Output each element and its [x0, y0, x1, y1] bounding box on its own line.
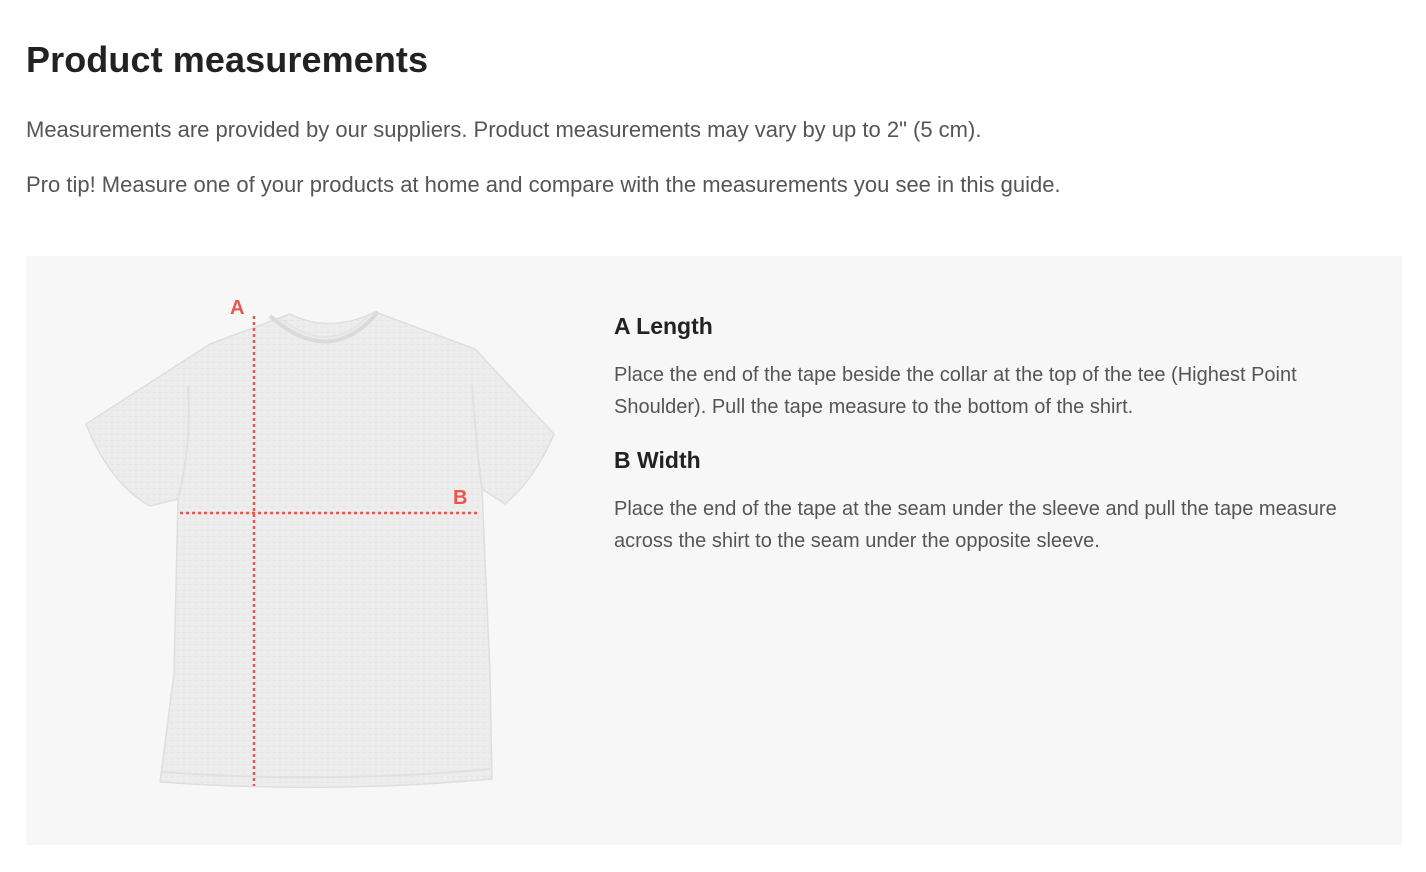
marker-b-label: B [453, 487, 468, 509]
measurement-length [614, 311, 1354, 423]
tshirt-illustration [80, 294, 580, 814]
pro-tip-text: Pro tip! Measure one of your products at home and compare with the measurements you see in this guide. [26, 172, 1061, 197]
intro-text: Measurements are provided by our suppliers. Product measurements may vary by up to 2" (5 cm). [26, 117, 982, 142]
page-title: Product measurements [26, 39, 429, 80]
measurement-instructions [614, 311, 1354, 557]
tshirt-shape [86, 312, 554, 787]
measurement-guide-panel [26, 256, 1402, 845]
measurement-width [614, 445, 1354, 557]
marker-a-label: A [230, 297, 245, 319]
measurement-length-title: A Length [614, 313, 713, 339]
measurement-width-title: B Width [614, 447, 701, 473]
measurement-length-description: Place the end of the tape beside the collar at the top of the tee (Highest Point Shoulder). Pull the tape measure to the bottom of the shirt. [614, 364, 1297, 418]
measurement-width-description: Place the end of the tape at the seam under the sleeve and pull the tape measure across the shirt to the seam under the opposite sleeve. [614, 498, 1337, 552]
